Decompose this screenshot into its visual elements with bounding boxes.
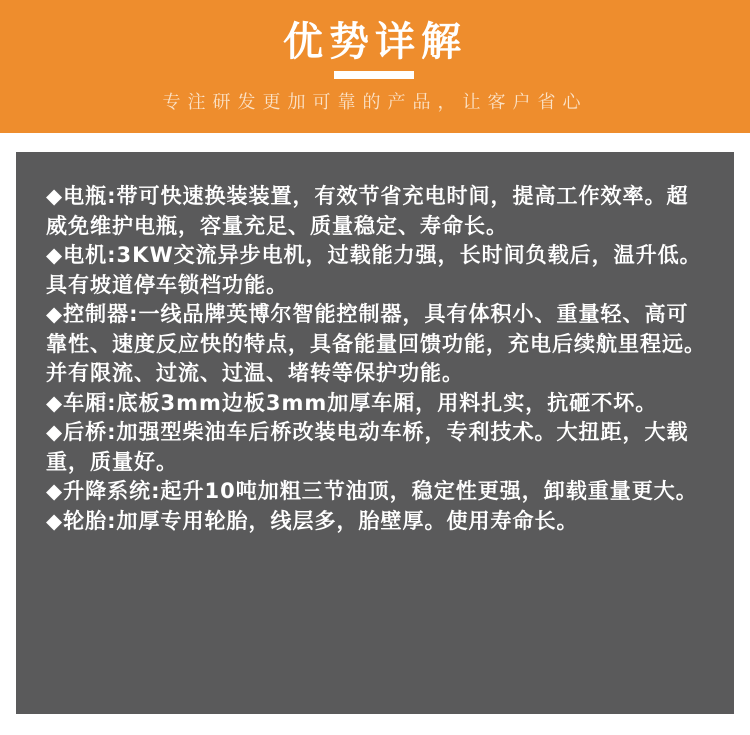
feature-item-lifting-system xyxy=(46,477,708,507)
feature-text: :3KW交流异步电机，过载能力强，长时间负载后，温升低。具有坡道停车锁档功能。 xyxy=(46,243,702,297)
feature-text: :加厚专用轮胎，线层多，胎壁厚。使用寿命长。 xyxy=(107,508,579,533)
feature-text: :带可快速换装装置，有效节省充电时间，提高工作效率。超威免维护电瓶，容量充足、质量稳定、寿命长。 xyxy=(46,184,689,238)
feature-label: 后桥 xyxy=(63,420,108,444)
diamond-bullet-icon: ◆ xyxy=(46,302,64,326)
feature-label: 升降系统 xyxy=(63,479,152,503)
diamond-bullet-icon: ◆ xyxy=(46,184,64,208)
feature-label: 控制器 xyxy=(63,302,130,326)
diamond-bullet-icon: ◆ xyxy=(46,479,64,503)
feature-item-motor xyxy=(46,241,708,300)
feature-label: 车厢 xyxy=(63,390,108,415)
feature-item-battery xyxy=(46,182,708,241)
page-subtitle: 专注研发更加可靠的产品，让客户省心 xyxy=(162,92,588,113)
feature-item-cargo-box xyxy=(46,389,708,419)
feature-text: :加强型柴油车后桥改装电动车桥，专利技术。大扭距，大载重，质量好。 xyxy=(46,420,689,474)
page-title: 优势详解 xyxy=(283,19,467,65)
feature-text: :一线品牌英博尔智能控制器，具有体积小、重量轻、高可靠性、速度反应快的特点，具备能量回馈功能，充电后续航里程远。并有限流、过流、过温、堵转等保护功能。 xyxy=(46,302,706,385)
feature-label: 轮胎 xyxy=(63,508,108,533)
diamond-bullet-icon: ◆ xyxy=(46,420,64,444)
feature-item-rear-axle xyxy=(46,418,708,477)
diamond-bullet-icon: ◆ xyxy=(46,508,64,533)
diamond-bullet-icon: ◆ xyxy=(46,390,64,415)
header-banner xyxy=(0,0,750,133)
diamond-bullet-icon: ◆ xyxy=(46,243,64,267)
feature-label: 电瓶 xyxy=(63,184,108,208)
feature-item-tires xyxy=(46,507,708,537)
feature-text: :底板3mm边板3mm加厚车厢，用料扎实，抗砸不坏。 xyxy=(107,390,658,415)
feature-label: 电机 xyxy=(63,243,108,267)
feature-text: :起升10吨加粗三节油顶，稳定性更强，卸载重量更大。 xyxy=(151,479,698,503)
features-list xyxy=(46,182,708,536)
feature-item-controller xyxy=(46,300,708,389)
title-underline xyxy=(334,71,414,79)
